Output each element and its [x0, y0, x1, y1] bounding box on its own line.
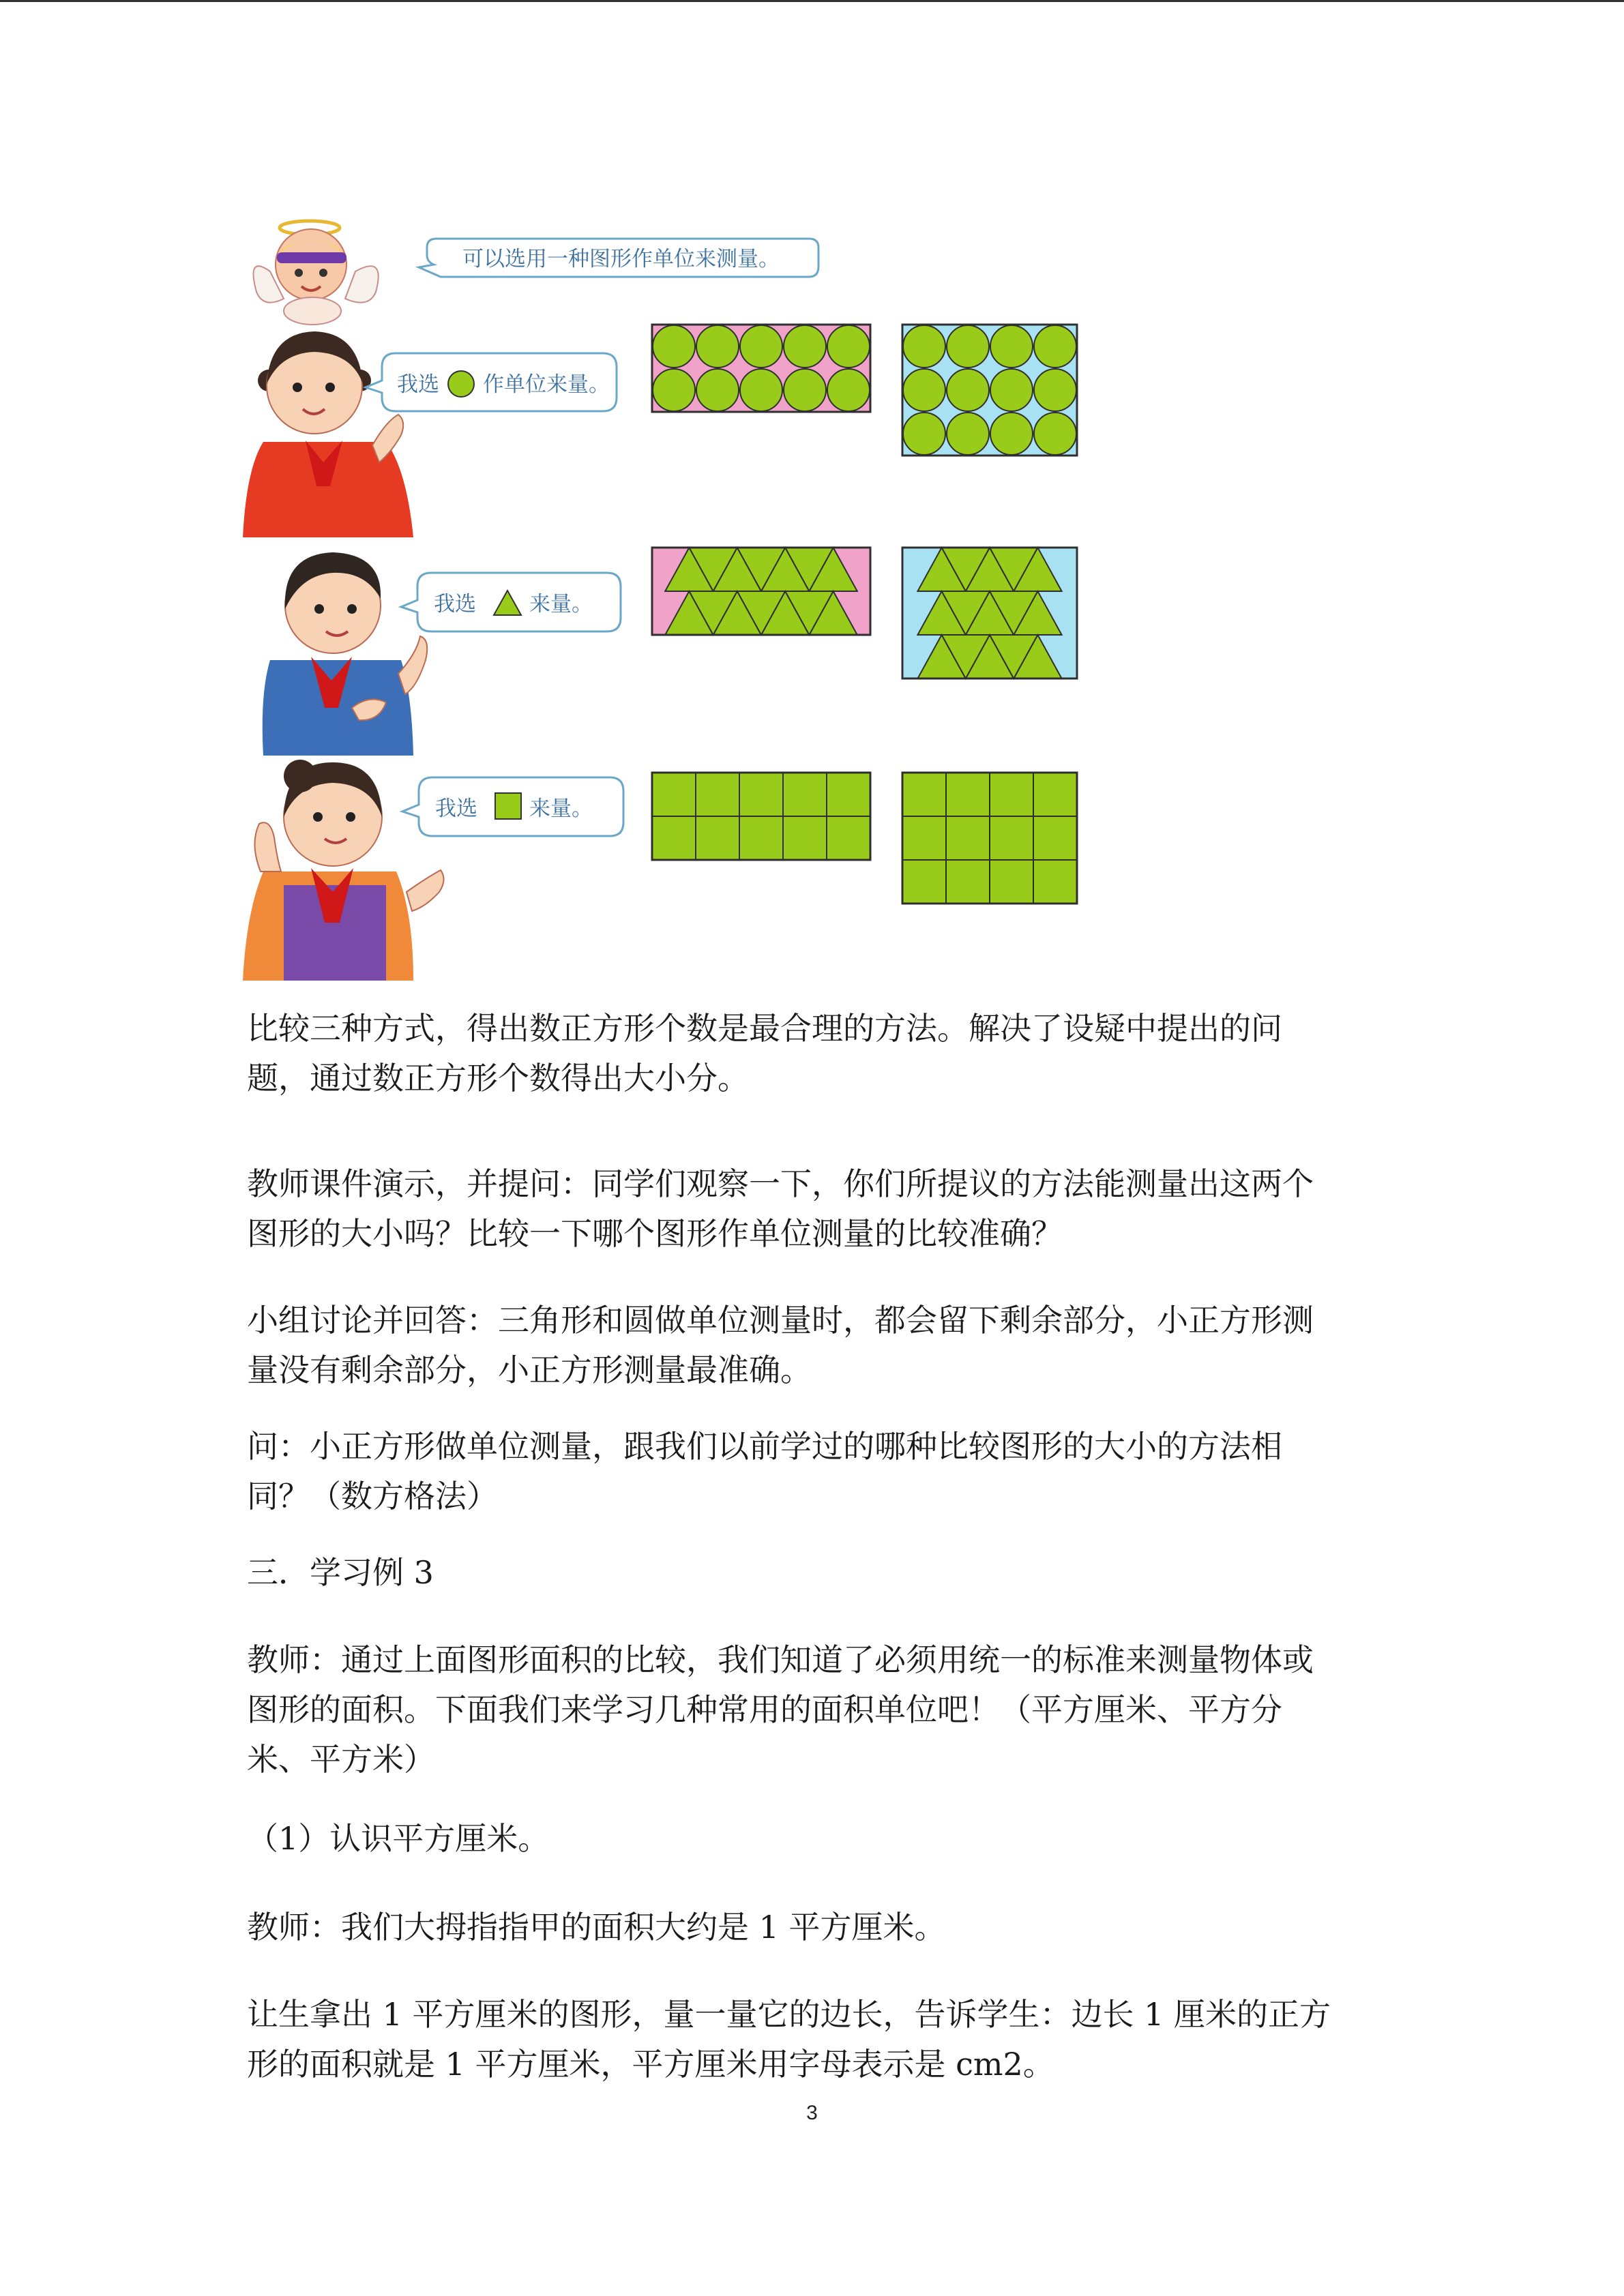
girl1-bubble-text-start: 我选: [397, 372, 439, 397]
angel-character: [254, 221, 379, 325]
textbook-illustration: [243, 217, 1130, 987]
circle-unit: [903, 413, 945, 455]
paragraph-5: [247, 1548, 1365, 1598]
circle-unit: [1034, 325, 1076, 368]
circle-unit: [947, 325, 989, 368]
paragraph-2: [247, 1159, 1365, 1259]
square-unit: [946, 773, 990, 816]
square-unit: [1033, 773, 1077, 816]
paragraph-line: 题，通过数正方形个数得出大小分。: [247, 1060, 749, 1097]
square-unit: [827, 773, 870, 816]
square-unit: [902, 816, 946, 860]
circle-unit: [903, 325, 945, 368]
square-unit: [783, 773, 827, 816]
angel-bubble-text: 可以选用一种图形作单位来测量。: [462, 247, 780, 271]
top-border: [0, 0, 1624, 2]
circle-unit: [653, 325, 695, 368]
square-unit: [696, 773, 739, 816]
paragraph-line: 图形的大小吗？比较一下哪个图形作单位测量的比较准确？: [247, 1215, 1063, 1252]
triangle-measure-left-shape: [652, 548, 870, 635]
square-unit: [739, 816, 783, 860]
square-unit: [902, 773, 946, 816]
square-measure-right-shape: [902, 773, 1077, 904]
square-unit: [783, 816, 827, 860]
circle-unit: [784, 325, 826, 368]
paragraph-8: [247, 1903, 1365, 1952]
square-unit: [739, 773, 783, 816]
paragraph-line: 问：小正方形做单位测量，跟我们以前学过的哪种比较图形的大小的方法相: [247, 1428, 1282, 1465]
square-unit: [1033, 816, 1077, 860]
circle-unit: [740, 369, 782, 411]
angel-speech-bubble: [419, 239, 818, 277]
square-measure-left-shape: [652, 773, 870, 860]
circle-unit: [990, 413, 1033, 455]
circle-unit: [696, 369, 739, 411]
circle-unit: [696, 325, 739, 368]
square-unit: [827, 816, 870, 860]
square-unit: [652, 816, 696, 860]
paragraph-6: [247, 1635, 1365, 1785]
circle-unit: [947, 369, 989, 411]
boy-bubble-text-end: 来量。: [529, 592, 593, 616]
paragraph-4: [247, 1422, 1365, 1521]
circle-unit: [740, 325, 782, 368]
paragraph-7: [247, 1814, 1365, 1864]
triangle-measure-right-shape: [902, 548, 1077, 679]
circle-unit: [990, 325, 1033, 368]
paragraph-line: 米、平方米）: [247, 1741, 435, 1778]
girl2-bubble-text-end: 来量。: [529, 796, 593, 821]
paragraph-9: [247, 1990, 1365, 2089]
circle-unit: [947, 413, 989, 455]
paragraph-line: 三．学习例 3: [247, 1554, 434, 1591]
girl1-bubble-text-end: 作单位来量。: [483, 372, 610, 397]
paragraph-line: 形的面积就是 1 平方厘米，平方厘米用字母表示是 cm2。: [247, 2046, 1054, 2083]
circle-unit: [827, 325, 870, 368]
paragraph-1: [247, 1004, 1365, 1103]
circle-measure-right-shape: [902, 325, 1077, 456]
square-unit: [696, 816, 739, 860]
paragraph-line: 图形的面积。下面我们来学习几种常用的面积单位吧！（平方厘米、平方分: [247, 1691, 1282, 1728]
square-unit: [990, 773, 1033, 816]
square-unit: [990, 816, 1033, 860]
paragraph-line: 教师：我们大拇指指甲的面积大约是 1 平方厘米。: [247, 1909, 946, 1945]
circle-unit: [990, 369, 1033, 411]
square-unit: [1033, 860, 1077, 904]
square-unit: [902, 860, 946, 904]
paragraph-line: 比较三种方式，得出数正方形个数是最合理的方法。解决了设疑中提出的问: [247, 1010, 1282, 1047]
page-number: 3: [806, 2102, 818, 2124]
boy-bubble-text-start: 我选: [434, 592, 476, 616]
paragraph-line: 量没有剩余部分，小正方形测量最准确。: [247, 1352, 812, 1388]
boy-character: [263, 552, 427, 756]
circle-measure-left-shape: [652, 325, 870, 412]
circle-unit: [784, 369, 826, 411]
circle-unit: [903, 369, 945, 411]
boy-speech-bubble: [401, 573, 621, 631]
paragraph-line: 教师：通过上面图形面积的比较，我们知道了必须用统一的标准来测量物体或: [247, 1641, 1314, 1678]
square-unit: [990, 860, 1033, 904]
paragraph-3: [247, 1296, 1365, 1395]
circle-unit: [827, 369, 870, 411]
square-unit: [652, 773, 696, 816]
square-unit-icon: [495, 793, 521, 819]
square-unit: [946, 816, 990, 860]
circle-unit-icon: [448, 371, 474, 397]
girl-purple-character: [243, 760, 444, 981]
paragraph-line: （1）认识平方厘米。: [247, 1820, 550, 1857]
paragraph-line: 同？（数方格法）: [247, 1478, 498, 1515]
square-unit: [946, 860, 990, 904]
circle-unit: [1034, 413, 1076, 455]
girl1-speech-bubble: [366, 353, 617, 411]
circle-unit: [653, 369, 695, 411]
circle-unit: [1034, 369, 1076, 411]
paragraph-line: 小组讨论并回答：三角形和圆做单位测量时，都会留下剩余部分，小正方形测: [247, 1302, 1314, 1339]
paragraph-line: 教师课件演示，并提问：同学们观察一下，你们所提议的方法能测量出这两个: [247, 1165, 1314, 1202]
paragraph-line: 让生拿出 1 平方厘米的图形，量一量它的边长，告诉学生：边长 1 厘米的正方: [247, 1996, 1331, 2033]
girl2-speech-bubble: [402, 777, 623, 836]
girl2-bubble-text-start: 我选: [435, 796, 477, 821]
